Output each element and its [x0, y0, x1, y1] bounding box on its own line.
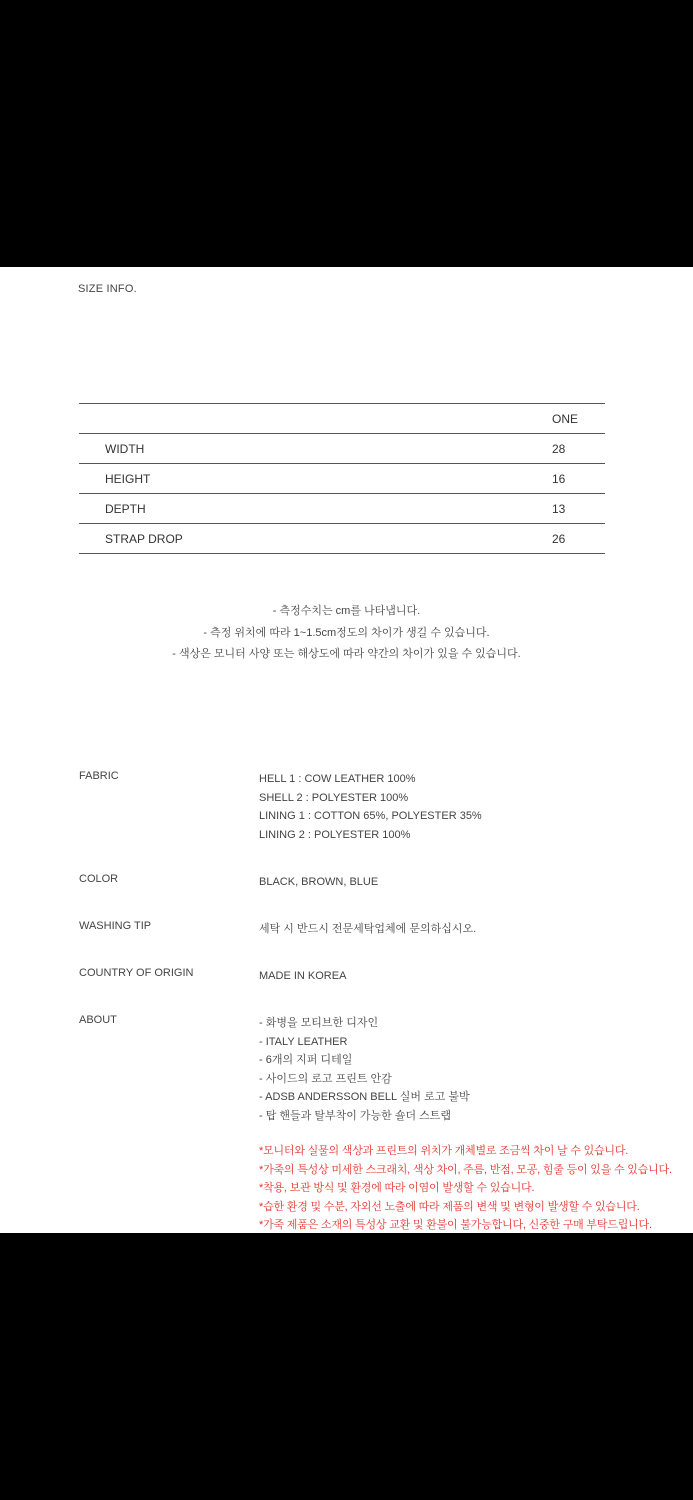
about-label: ABOUT [79, 1014, 117, 1026]
washing-value: 세탁 시 반드시 전문세탁업체에 문의하십시오. [259, 923, 477, 935]
about-line: - ADSB ANDERSSON BELL 실버 로고 불박 [259, 1091, 470, 1103]
warning-notes [259, 1142, 672, 1235]
size-value: 16 [552, 464, 605, 494]
size-label: STRAP DROP [79, 524, 552, 554]
size-table [79, 403, 605, 554]
warning-line: *가죽의 특성상 미세한 스크래치, 색상 차이, 주름, 반점, 모공, 힘줄 등이 있을 수 있습니다. [259, 1163, 672, 1176]
size-column-header: ONE [552, 404, 605, 434]
size-table-header-empty [79, 404, 552, 434]
color-label: COLOR [79, 873, 119, 885]
origin-label: COUNTRY OF ORIGIN [79, 967, 194, 979]
note-line: - 측정수치는 cm를 나타냅니다. [272, 605, 421, 617]
warning-line: *습한 환경 및 수분, 자외선 노출에 따라 제품의 변색 및 변형이 발생할 수 있습니다. [259, 1200, 640, 1213]
origin-value: MADE IN KOREA [259, 970, 347, 982]
warning-line: *가죽 제품은 소재의 특성상 교환 및 환불이 불가능합니다, 신중한 구매 부탁드립니다. [259, 1219, 652, 1231]
fabric-line: LINING 1 : COTTON 65%, POLYESTER 35% [259, 810, 482, 822]
fabric-line: SHELL 2 : POLYESTER 100% [259, 791, 409, 804]
size-label: WIDTH [79, 434, 552, 464]
product-detail-sheet [0, 267, 693, 1233]
size-value: 26 [552, 524, 605, 554]
warning-line: *모니터와 실물의 색상과 프린트의 위치가 개체별로 조금씩 차이 날 수 있습니다. [259, 1145, 629, 1157]
size-info-title: SIZE INFO. [78, 283, 137, 295]
size-value: 13 [552, 494, 605, 524]
fabric-line: HELL 1 : COW LEATHER 100% [259, 773, 416, 785]
washing-label: WASHING TIP [79, 920, 152, 932]
fabric-line: LINING 2 : POLYESTER 100% [259, 828, 411, 841]
color-value: BLACK, BROWN, BLUE [259, 876, 379, 888]
table-row [79, 464, 605, 494]
about-line: - 화병을 모티브한 디자인 [259, 1017, 379, 1029]
about-line: - 6개의 지퍼 디테일 [259, 1054, 353, 1066]
size-label: DEPTH [79, 494, 552, 524]
fabric-value [259, 770, 482, 844]
note-line: - 색상은 모니터 사양 또는 해상도에 따라 약간의 차이가 있을 수 있습니다. [172, 648, 521, 660]
warning-line: *착용, 보관 방식 및 환경에 따라 이염이 발생할 수 있습니다. [259, 1182, 535, 1194]
about-line: - 사이드의 로고 프린트 안감 [259, 1072, 392, 1085]
about-value [259, 1014, 470, 1125]
fabric-label: FABRIC [79, 770, 119, 782]
size-value: 28 [552, 434, 605, 464]
table-row [79, 494, 605, 524]
about-line: - 탑 핸들과 탈부착이 가능한 숄더 스트랩 [259, 1109, 452, 1122]
size-table-header-row [79, 404, 605, 434]
size-label: HEIGHT [79, 464, 552, 494]
about-line: - ITALY LEATHER [259, 1035, 348, 1048]
note-line: - 측정 위치에 따라 1~1.5cm정도의 차이가 생길 수 있습니다. [203, 626, 490, 639]
measurement-notes [0, 601, 693, 666]
table-row [79, 524, 605, 554]
table-row [79, 434, 605, 464]
